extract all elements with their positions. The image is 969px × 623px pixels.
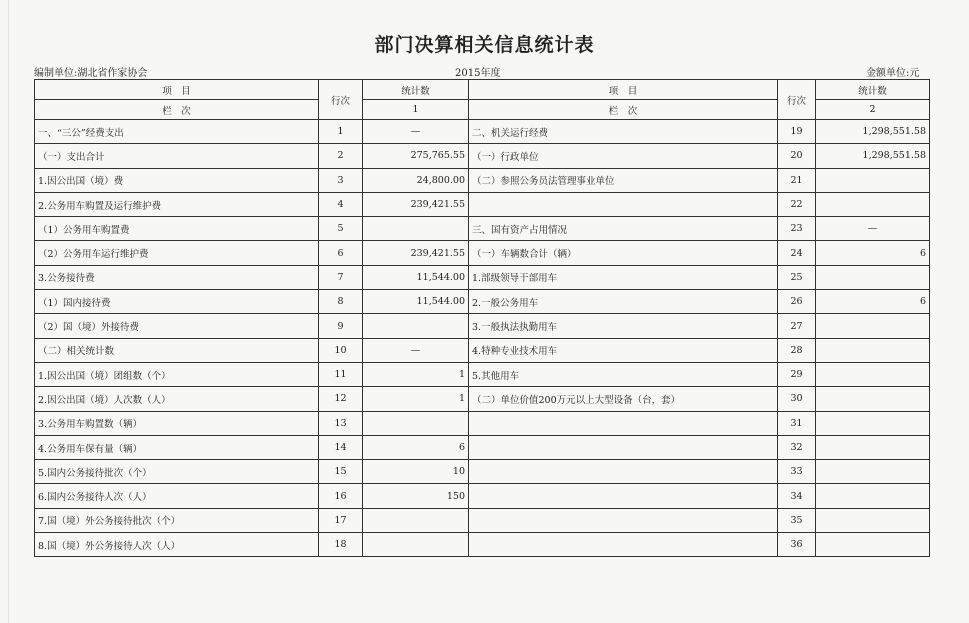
left-stat-value: 11,544.00 <box>363 265 469 289</box>
header-row-1 <box>35 80 930 100</box>
left-stat-value: 1 <box>363 387 469 411</box>
right-stat-value: 6 <box>816 241 930 265</box>
right-row-number: 24 <box>778 241 816 265</box>
left-row-number: 2 <box>319 144 363 168</box>
org-label: 编制单位:湖北省作家协会 <box>34 68 148 79</box>
right-stat-value <box>816 192 930 216</box>
left-row-number: 11 <box>319 362 363 386</box>
table-row <box>35 192 930 216</box>
left-stat-value: 11,544.00 <box>363 290 469 314</box>
right-stat-value: 1,298,551.58 <box>816 120 930 144</box>
left-row-number: 7 <box>319 265 363 289</box>
left-row-number: 5 <box>319 217 363 241</box>
table-row <box>35 314 930 338</box>
table-row <box>35 362 930 386</box>
right-item-label: （二）参照公务员法管理事业单位 <box>469 168 778 192</box>
left-row-number: 18 <box>319 533 363 557</box>
left-row-number: 14 <box>319 435 363 459</box>
right-row-number: 21 <box>778 168 816 192</box>
right-item-label: （一）车辆数合计（辆） <box>469 241 778 265</box>
table-row <box>35 241 930 265</box>
right-item-label <box>469 508 778 532</box>
table-row <box>35 265 930 289</box>
right-row-number: 22 <box>778 192 816 216</box>
right-stat-value <box>816 338 930 362</box>
table-row <box>35 217 930 241</box>
header-col-right: 栏 次 <box>469 100 778 120</box>
right-stat-value <box>816 435 930 459</box>
table-row <box>35 387 930 411</box>
left-stat-value <box>363 411 469 435</box>
header-col-left: 栏 次 <box>35 100 319 120</box>
left-item-label: （1）国内接待费 <box>35 290 319 314</box>
table-row <box>35 290 930 314</box>
left-item-label: 1.因公出国（境）费 <box>35 168 319 192</box>
table-row <box>35 508 930 532</box>
left-item-label: 5.国内公务接待批次（个） <box>35 460 319 484</box>
left-row-number: 1 <box>319 120 363 144</box>
right-item-label <box>469 533 778 557</box>
right-item-label: 3.一般执法执勤用车 <box>469 314 778 338</box>
header-item-right: 项 目 <box>469 80 778 100</box>
left-item-label: 2.公务用车购置及运行维护费 <box>35 192 319 216</box>
header-rowno-left: 行次 <box>319 80 363 120</box>
header-item-left: 项 目 <box>35 80 319 100</box>
right-item-label <box>469 192 778 216</box>
left-stat-value: 24,800.00 <box>363 168 469 192</box>
right-item-label: 三、国有资产占用情况 <box>469 217 778 241</box>
right-row-number: 35 <box>778 508 816 532</box>
right-stat-value <box>816 168 930 192</box>
left-stat-value: — <box>363 120 469 144</box>
left-item-label: （2）公务用车运行维护费 <box>35 241 319 265</box>
right-item-label: 二、机关运行经费 <box>469 120 778 144</box>
unit-label: 金额单位:元 <box>866 68 920 79</box>
left-row-number: 4 <box>319 192 363 216</box>
header-rowno-right: 行次 <box>778 80 816 120</box>
left-stat-value: 6 <box>363 435 469 459</box>
header-stat-right: 统计数 <box>816 80 930 100</box>
left-stat-value: 239,421.55 <box>363 192 469 216</box>
left-row-number: 16 <box>319 484 363 508</box>
left-stat-value <box>363 217 469 241</box>
right-item-label <box>469 411 778 435</box>
right-row-number: 36 <box>778 533 816 557</box>
left-row-number: 15 <box>319 460 363 484</box>
right-stat-value <box>816 411 930 435</box>
right-stat-value <box>816 265 930 289</box>
table-row <box>35 533 930 557</box>
right-stat-value: — <box>816 217 930 241</box>
left-row-number: 9 <box>319 314 363 338</box>
right-stat-value <box>816 508 930 532</box>
page-title: 部门决算相关信息统计表 <box>374 34 595 56</box>
left-stat-value: 239,421.55 <box>363 241 469 265</box>
year-label: 2015年度 <box>455 68 501 79</box>
table-row <box>35 460 930 484</box>
right-stat-value <box>816 533 930 557</box>
right-stat-value <box>816 460 930 484</box>
right-stat-value <box>816 484 930 508</box>
left-row-number: 13 <box>319 411 363 435</box>
table-row <box>35 120 930 144</box>
right-stat-value <box>816 362 930 386</box>
right-row-number: 25 <box>778 265 816 289</box>
left-row-number: 12 <box>319 387 363 411</box>
table-row <box>35 144 930 168</box>
left-item-label: 1.因公出国（境）团组数（个） <box>35 362 319 386</box>
right-stat-value <box>816 314 930 338</box>
left-item-label: 7.国（境）外公务接待批次（个） <box>35 508 319 532</box>
right-row-number: 23 <box>778 217 816 241</box>
left-stat-value <box>363 508 469 532</box>
left-stat-value: 1 <box>363 362 469 386</box>
right-row-number: 34 <box>778 484 816 508</box>
table-row <box>35 484 930 508</box>
right-stat-value: 6 <box>816 290 930 314</box>
table-row <box>35 168 930 192</box>
left-item-label: 6.国内公务接待人次（人） <box>35 484 319 508</box>
header-colno-right: 2 <box>816 100 930 120</box>
left-stat-value: — <box>363 338 469 362</box>
left-row-number: 10 <box>319 338 363 362</box>
right-row-number: 20 <box>778 144 816 168</box>
right-stat-value: 1,298,551.58 <box>816 144 930 168</box>
left-stat-value <box>363 533 469 557</box>
left-item-label: 4.公务用车保有量（辆） <box>35 435 319 459</box>
stats-table <box>34 79 930 557</box>
left-item-label: （一）支出合计 <box>35 144 319 168</box>
right-row-number: 30 <box>778 387 816 411</box>
left-item-label: （2）国（境）外接待费 <box>35 314 319 338</box>
left-row-number: 6 <box>319 241 363 265</box>
right-item-label: 1.部级领导干部用车 <box>469 265 778 289</box>
right-row-number: 31 <box>778 411 816 435</box>
right-item-label: 2.一般公务用车 <box>469 290 778 314</box>
table-row <box>35 411 930 435</box>
left-item-label: 3.公务接待费 <box>35 265 319 289</box>
left-item-label: （二）相关统计数 <box>35 338 319 362</box>
right-row-number: 26 <box>778 290 816 314</box>
right-row-number: 28 <box>778 338 816 362</box>
left-row-number: 3 <box>319 168 363 192</box>
left-item-label: （1）公务用车购置费 <box>35 217 319 241</box>
header-stat-left: 统计数 <box>363 80 469 100</box>
left-item-label: 8.国（境）外公务接待人次（人） <box>35 533 319 557</box>
left-stat-value: 150 <box>363 484 469 508</box>
left-stat-value: 10 <box>363 460 469 484</box>
right-row-number: 32 <box>778 435 816 459</box>
right-item-label: （二）单位价值200万元以上大型设备（台，套） <box>469 387 778 411</box>
left-item-label: 3.公务用车购置数（辆） <box>35 411 319 435</box>
right-row-number: 33 <box>778 460 816 484</box>
table-row <box>35 435 930 459</box>
right-item-label <box>469 484 778 508</box>
right-item-label: 5.其他用车 <box>469 362 778 386</box>
right-item-label <box>469 435 778 459</box>
right-stat-value <box>816 387 930 411</box>
header-colno-left: 1 <box>363 100 469 120</box>
right-row-number: 29 <box>778 362 816 386</box>
left-stat-value: 275,765.55 <box>363 144 469 168</box>
right-item-label <box>469 460 778 484</box>
left-item-label: 2.因公出国（境）人次数（人） <box>35 387 319 411</box>
right-row-number: 19 <box>778 120 816 144</box>
right-item-label: 4.特种专业技术用车 <box>469 338 778 362</box>
left-item-label: 一、“三公”经费支出 <box>35 120 319 144</box>
left-row-number: 8 <box>319 290 363 314</box>
scan-fold-line <box>8 0 9 623</box>
left-stat-value <box>363 314 469 338</box>
right-item-label: （一）行政单位 <box>469 144 778 168</box>
left-row-number: 17 <box>319 508 363 532</box>
right-row-number: 27 <box>778 314 816 338</box>
table-row <box>35 338 930 362</box>
